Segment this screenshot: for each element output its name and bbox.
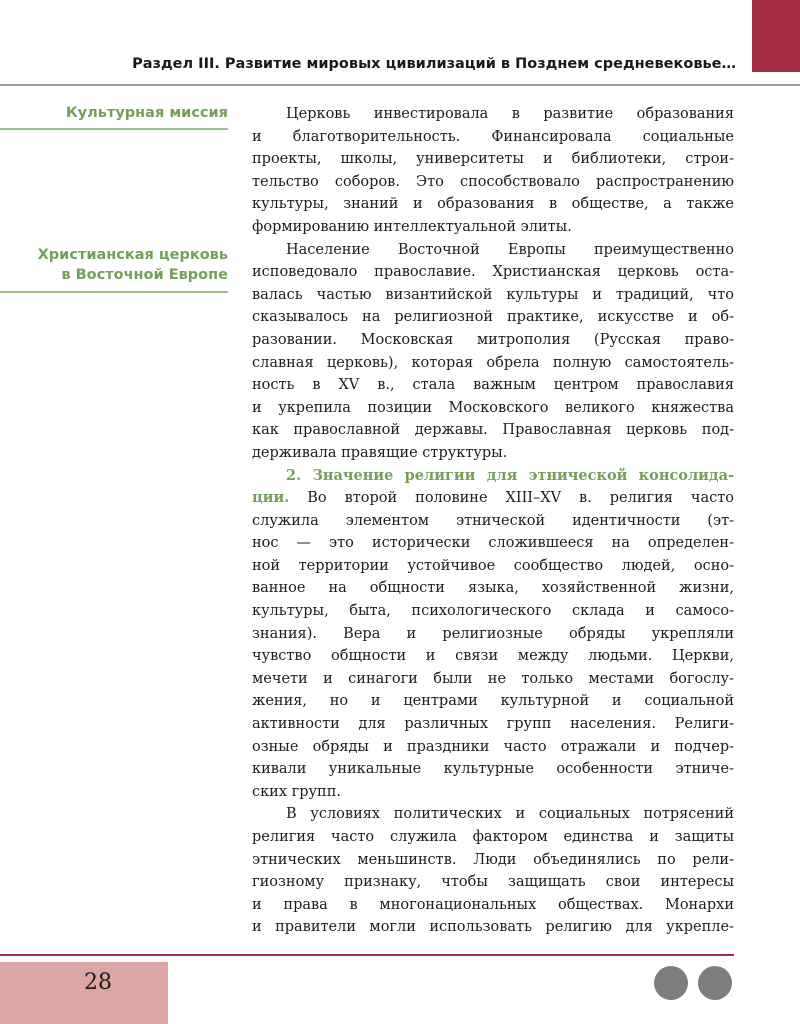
corner-accent-tab xyxy=(752,0,800,72)
next-page-dot[interactable] xyxy=(698,966,732,1000)
text-line: славная церковь), которая обрела полную самостоятель- xyxy=(252,354,734,371)
text-line: гиозному признаку, чтобы защищать свои интересы xyxy=(252,874,734,891)
text-line: тельство соборов. Это способствовало распространению xyxy=(252,173,734,190)
text-line: ских групп. xyxy=(252,783,341,800)
text-line: и укрепила позиции Московского великого княжества xyxy=(252,399,734,416)
margin-note-christian-church xyxy=(0,245,228,285)
text-line: нос — это исторически сложившееся на определен- xyxy=(252,535,734,552)
text-line: ванное на общности языка, хозяйственной жизни, xyxy=(252,580,734,597)
text-line: культуры, знаний и образования в обществе, а также xyxy=(252,196,734,213)
text-line: мечети и синагоги были не только местами богослу- xyxy=(252,670,734,687)
text-line: ность в XV в., стала важным центром православия xyxy=(252,377,734,394)
margin-note-line: Христианская церковь xyxy=(37,247,228,263)
text-line xyxy=(252,487,734,510)
text-line: активности для различных групп населения. Религи- xyxy=(252,716,734,733)
subsection-heading-end: ции. xyxy=(252,489,290,507)
margin-note-divider xyxy=(0,128,228,130)
text-line: жения, но и центрами культурной и социальной xyxy=(252,693,734,710)
body-text xyxy=(252,103,734,939)
text-line: религия часто служила фактором единства и защиты xyxy=(252,829,734,845)
margin-note-divider xyxy=(0,291,228,293)
page-number: 28 xyxy=(84,970,112,995)
text-line: исповедовало православие. Христианская церковь оста- xyxy=(252,264,734,281)
text-line: проекты, школы, университеты и библиотеки, строи- xyxy=(252,151,734,168)
text-line: культуры, быта, психологического склада и самосо- xyxy=(252,603,734,620)
text-line: чувство общности и связи между людьми. Церкви, xyxy=(252,648,734,665)
text-line: и благотворительность. Финансировала социальные xyxy=(252,128,734,145)
margin-note-line: в Восточной Европе xyxy=(61,267,228,283)
text-segment: Во второй половине XIII–XV в. религия часто xyxy=(289,490,734,507)
text-line: разовании. Московская митрополия (Русская право- xyxy=(252,331,734,348)
text-line: ной территории устойчивое сообщество людей, осно- xyxy=(252,557,734,574)
text-line: и правители могли использовать религию для укрепле- xyxy=(252,919,734,936)
text-line: служила элементом этнической идентичности (эт- xyxy=(252,512,734,529)
text-line: сказывалось на религиозной практике, искусстве и об- xyxy=(252,309,734,326)
text-line: как православной державы. Православная церковь под- xyxy=(252,422,734,439)
margin-note-cultural-mission xyxy=(0,103,228,123)
text-line: этнических меньшинств. Люди объединялись по рели- xyxy=(252,851,734,868)
section-header-title: Раздел III. Развитие мировых цивилизаций в Позднем средневековье… xyxy=(132,56,736,72)
text-line: валась частью византийской культуры и традиций, что xyxy=(252,286,734,303)
header-divider xyxy=(0,84,800,86)
subsection-heading: 2. Значение религии для этнической консолида- xyxy=(286,466,734,484)
text-line: держивала правящие структуры. xyxy=(252,444,508,461)
text-line: озные обряды и праздники часто отражали и подчер- xyxy=(252,738,734,755)
text-line: и права в многонациональных обществах. Монархи xyxy=(252,896,734,913)
margin-note-line: Культурная миссия xyxy=(65,105,228,121)
previous-page-dot[interactable] xyxy=(654,966,688,1000)
footer-divider xyxy=(0,954,734,956)
text-line: Церковь инвестировала в развитие образования xyxy=(286,106,734,122)
text-line: В условиях политических и социальных потрясений xyxy=(286,806,734,823)
text-line: кивали уникальные культурные особенности этниче- xyxy=(252,761,734,778)
text-line: Население Восточной Европы преимущественно xyxy=(286,241,734,258)
text-line: формированию интеллектуальной элиты. xyxy=(252,218,572,235)
text-line: знания). Вера и религиозные обряды укрепляли xyxy=(252,625,734,642)
